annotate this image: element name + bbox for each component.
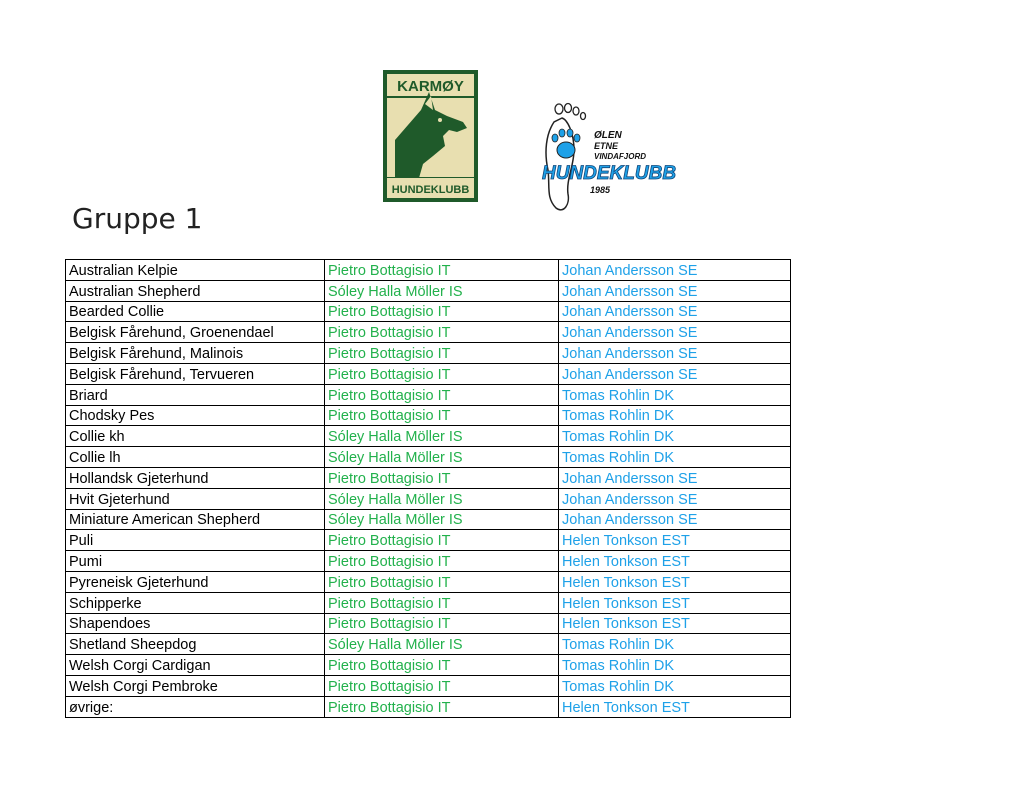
judge2-cell: Johan Andersson SE	[559, 488, 791, 509]
judge2-cell: Helen Tonkson EST	[559, 696, 791, 717]
breed-cell: Welsh Corgi Cardigan	[66, 655, 325, 676]
judge2-cell: Helen Tonkson EST	[559, 592, 791, 613]
breed-cell: Welsh Corgi Pembroke	[66, 675, 325, 696]
judge2-cell: Tomas Rohlin DK	[559, 634, 791, 655]
judge2-cell: Tomas Rohlin DK	[559, 405, 791, 426]
olen-etne-vindafjord-hundeklubb-logo	[538, 100, 678, 212]
table-row	[66, 301, 791, 322]
breed-cell: Pyreneisk Gjeterhund	[66, 571, 325, 592]
judge2-cell: Johan Andersson SE	[559, 260, 791, 281]
table-row	[66, 488, 791, 509]
table-row	[66, 509, 791, 530]
judge2-cell: Helen Tonkson EST	[559, 613, 791, 634]
judge1-cell: Pietro Bottagisio IT	[325, 571, 559, 592]
judge1-cell: Sóley Halla Möller IS	[325, 509, 559, 530]
table-row	[66, 260, 791, 281]
judge1-cell: Pietro Bottagisio IT	[325, 363, 559, 384]
breed-cell: Belgisk Fårehund, Malinois	[66, 343, 325, 364]
judge1-cell: Pietro Bottagisio IT	[325, 260, 559, 281]
judge2-cell: Tomas Rohlin DK	[559, 426, 791, 447]
table-row	[66, 384, 791, 405]
judge1-cell: Sóley Halla Möller IS	[325, 488, 559, 509]
judge2-cell: Helen Tonkson EST	[559, 571, 791, 592]
breed-cell: Pumi	[66, 551, 325, 572]
breed-cell: Collie lh	[66, 447, 325, 468]
logo-line-year: 1985	[590, 185, 611, 195]
breed-cell: Chodsky Pes	[66, 405, 325, 426]
table-row	[66, 426, 791, 447]
judge2-cell: Helen Tonkson EST	[559, 551, 791, 572]
judge2-cell: Johan Andersson SE	[559, 343, 791, 364]
table-row	[66, 634, 791, 655]
judge2-cell: Johan Andersson SE	[559, 280, 791, 301]
breed-cell: Miniature American Shepherd	[66, 509, 325, 530]
judge1-cell: Sóley Halla Möller IS	[325, 447, 559, 468]
judge-assignment-table	[65, 259, 791, 718]
logo-line-hundeklubb: HUNDEKLUBB	[542, 163, 677, 184]
breed-cell: Collie kh	[66, 426, 325, 447]
judge1-cell: Pietro Bottagisio IT	[325, 405, 559, 426]
judge1-cell: Pietro Bottagisio IT	[325, 467, 559, 488]
breed-cell: Shapendoes	[66, 613, 325, 634]
logo-line-etne: ETNE	[594, 141, 619, 151]
judge2-cell: Tomas Rohlin DK	[559, 384, 791, 405]
breed-cell: Bearded Collie	[66, 301, 325, 322]
judge2-cell: Johan Andersson SE	[559, 322, 791, 343]
judge1-cell: Pietro Bottagisio IT	[325, 343, 559, 364]
judge1-cell: Pietro Bottagisio IT	[325, 613, 559, 634]
table-row	[66, 343, 791, 364]
judge1-cell: Pietro Bottagisio IT	[325, 696, 559, 717]
table-row	[66, 551, 791, 572]
breed-cell: øvrige:	[66, 696, 325, 717]
judge2-cell: Johan Andersson SE	[559, 301, 791, 322]
judge2-cell: Tomas Rohlin DK	[559, 447, 791, 468]
table-row	[66, 675, 791, 696]
judge1-cell: Pietro Bottagisio IT	[325, 675, 559, 696]
judge1-cell: Pietro Bottagisio IT	[325, 322, 559, 343]
breed-cell: Schipperke	[66, 592, 325, 613]
judge1-cell: Sóley Halla Möller IS	[325, 280, 559, 301]
logo-line-vindafjord: VINDAFJORD	[594, 152, 647, 161]
table-row	[66, 530, 791, 551]
breed-cell: Australian Shepherd	[66, 280, 325, 301]
judge2-cell: Johan Andersson SE	[559, 509, 791, 530]
judge1-cell: Pietro Bottagisio IT	[325, 530, 559, 551]
judge1-cell: Pietro Bottagisio IT	[325, 301, 559, 322]
judge1-cell: Sóley Halla Möller IS	[325, 426, 559, 447]
svg-text:KARMØY: KARMØY	[397, 78, 464, 95]
judge1-cell: Pietro Bottagisio IT	[325, 551, 559, 572]
table-row	[66, 613, 791, 634]
breed-cell: Briard	[66, 384, 325, 405]
table-row	[66, 592, 791, 613]
judge2-cell: Tomas Rohlin DK	[559, 675, 791, 696]
breed-cell: Belgisk Fårehund, Groenendael	[66, 322, 325, 343]
judge2-cell: Tomas Rohlin DK	[559, 655, 791, 676]
breed-cell: Hvit Gjeterhund	[66, 488, 325, 509]
breed-cell: Belgisk Fårehund, Tervueren	[66, 363, 325, 384]
page-title: Gruppe 1	[72, 202, 203, 235]
breed-cell: Australian Kelpie	[66, 260, 325, 281]
judge2-cell: Johan Andersson SE	[559, 467, 791, 488]
judge2-cell: Helen Tonkson EST	[559, 530, 791, 551]
svg-text:HUNDEKLUBB: HUNDEKLUBB	[391, 184, 470, 196]
karmoy-hundeklubb-logo	[383, 70, 478, 202]
table-row	[66, 363, 791, 384]
table-row	[66, 322, 791, 343]
table-row	[66, 571, 791, 592]
table-row	[66, 447, 791, 468]
judge1-cell: Pietro Bottagisio IT	[325, 592, 559, 613]
judge1-cell: Pietro Bottagisio IT	[325, 655, 559, 676]
breed-cell: Hollandsk Gjeterhund	[66, 467, 325, 488]
table-row	[66, 696, 791, 717]
logo-line-olen: ØLEN	[594, 130, 622, 141]
judge2-cell: Johan Andersson SE	[559, 363, 791, 384]
table-row	[66, 467, 791, 488]
judge1-cell: Sóley Halla Möller IS	[325, 634, 559, 655]
breed-cell: Shetland Sheepdog	[66, 634, 325, 655]
judge1-cell: Pietro Bottagisio IT	[325, 384, 559, 405]
table-row	[66, 655, 791, 676]
table-row	[66, 280, 791, 301]
table-row	[66, 405, 791, 426]
breed-cell: Puli	[66, 530, 325, 551]
